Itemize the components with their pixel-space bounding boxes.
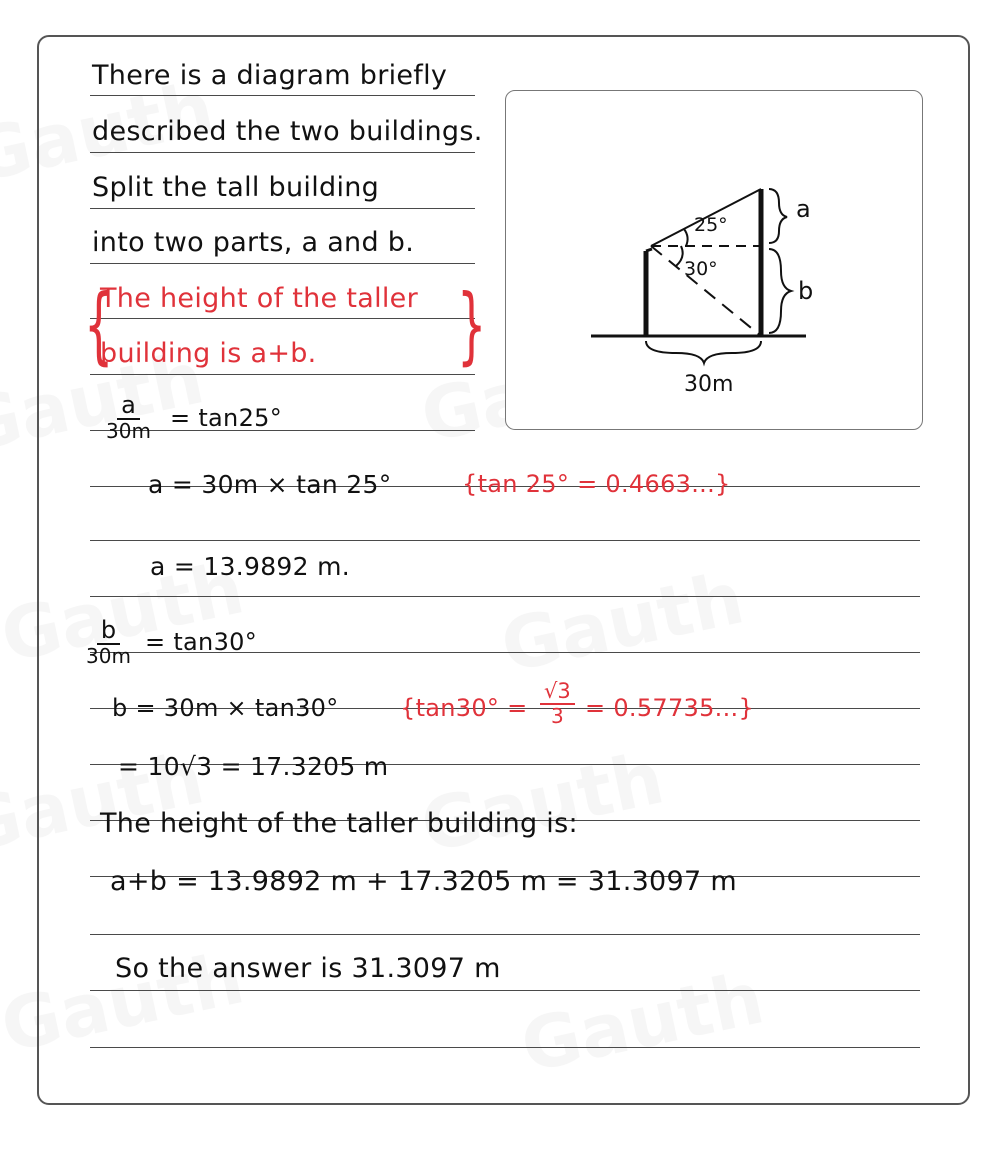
- buildings-diagram-svg: [506, 91, 924, 431]
- angle-arc-top: [684, 229, 688, 246]
- intro-line-1: There is a diagram briefly: [92, 60, 448, 91]
- distance-label: 30m: [684, 372, 734, 397]
- fraction-denominator: 3: [551, 704, 564, 729]
- ruled-line: [90, 95, 475, 96]
- note-left-brace: {: [84, 276, 114, 374]
- note-right-brace: }: [457, 276, 487, 374]
- ruled-line: [90, 934, 920, 935]
- label-a: a: [796, 195, 811, 223]
- intro-line-3: Split the tall building: [92, 172, 380, 203]
- step-b-eq2: b = 30m × tan30°: [112, 694, 339, 722]
- intro-line-4: into two parts, a and b.: [92, 227, 415, 258]
- conclusion-line-2: a+b = 13.9892 m + 17.3205 m = 31.3097 m: [110, 866, 737, 897]
- fraction-a-over-30m: [106, 392, 151, 442]
- step-a-eq2: a = 30m × tan 25°: [148, 470, 392, 499]
- ruled-line: [90, 263, 475, 264]
- fraction-denominator: 30m: [106, 419, 151, 444]
- step-a-note: {tan 25° = 0.4663...}: [462, 470, 731, 498]
- label-b: b: [798, 277, 814, 305]
- step-b-note-prefix: {tan30° =: [400, 694, 528, 722]
- angle-label-bottom: 30°: [684, 258, 718, 280]
- fraction-denominator: 30m: [86, 644, 131, 669]
- conclusion-line-1: The height of the taller building is:: [100, 808, 578, 839]
- fraction-numerator: b: [97, 617, 120, 645]
- step-b-note-suffix: = 0.57735...}: [585, 694, 755, 722]
- intro-line-2: described the two buildings.: [92, 116, 483, 147]
- sqrt3-over-3: [540, 680, 575, 727]
- note-line-2: building is a+b.: [100, 338, 317, 369]
- step-b-eq1: = tan30°: [145, 628, 258, 656]
- angle-label-top: 25°: [694, 214, 728, 236]
- fraction-numerator: a: [117, 392, 140, 420]
- fraction-b-over-30m: [86, 617, 131, 667]
- ruled-line: [90, 152, 475, 153]
- distance-brace: [646, 341, 761, 363]
- ruled-line: [90, 318, 475, 319]
- buildings-diagram: [505, 90, 923, 430]
- ruled-line: [90, 596, 920, 597]
- fraction-numerator: √3: [540, 680, 575, 705]
- brace-a: [769, 189, 787, 243]
- brace-b: [769, 249, 791, 333]
- ruled-line: [90, 374, 475, 375]
- angle-arc-bottom: [676, 246, 683, 266]
- ruled-line: [90, 1047, 920, 1048]
- step-b-result: = 10√3 = 17.3205 m: [118, 752, 389, 781]
- conclusion-line-3: So the answer is 31.3097 m: [115, 953, 501, 984]
- ruled-line: [90, 990, 920, 991]
- ruled-line: [90, 540, 920, 541]
- step-a-result: a = 13.9892 m.: [150, 552, 350, 581]
- ruled-line: [90, 208, 475, 209]
- note-line-1: The height of the taller: [100, 283, 418, 314]
- step-a-eq1: = tan25°: [170, 404, 283, 432]
